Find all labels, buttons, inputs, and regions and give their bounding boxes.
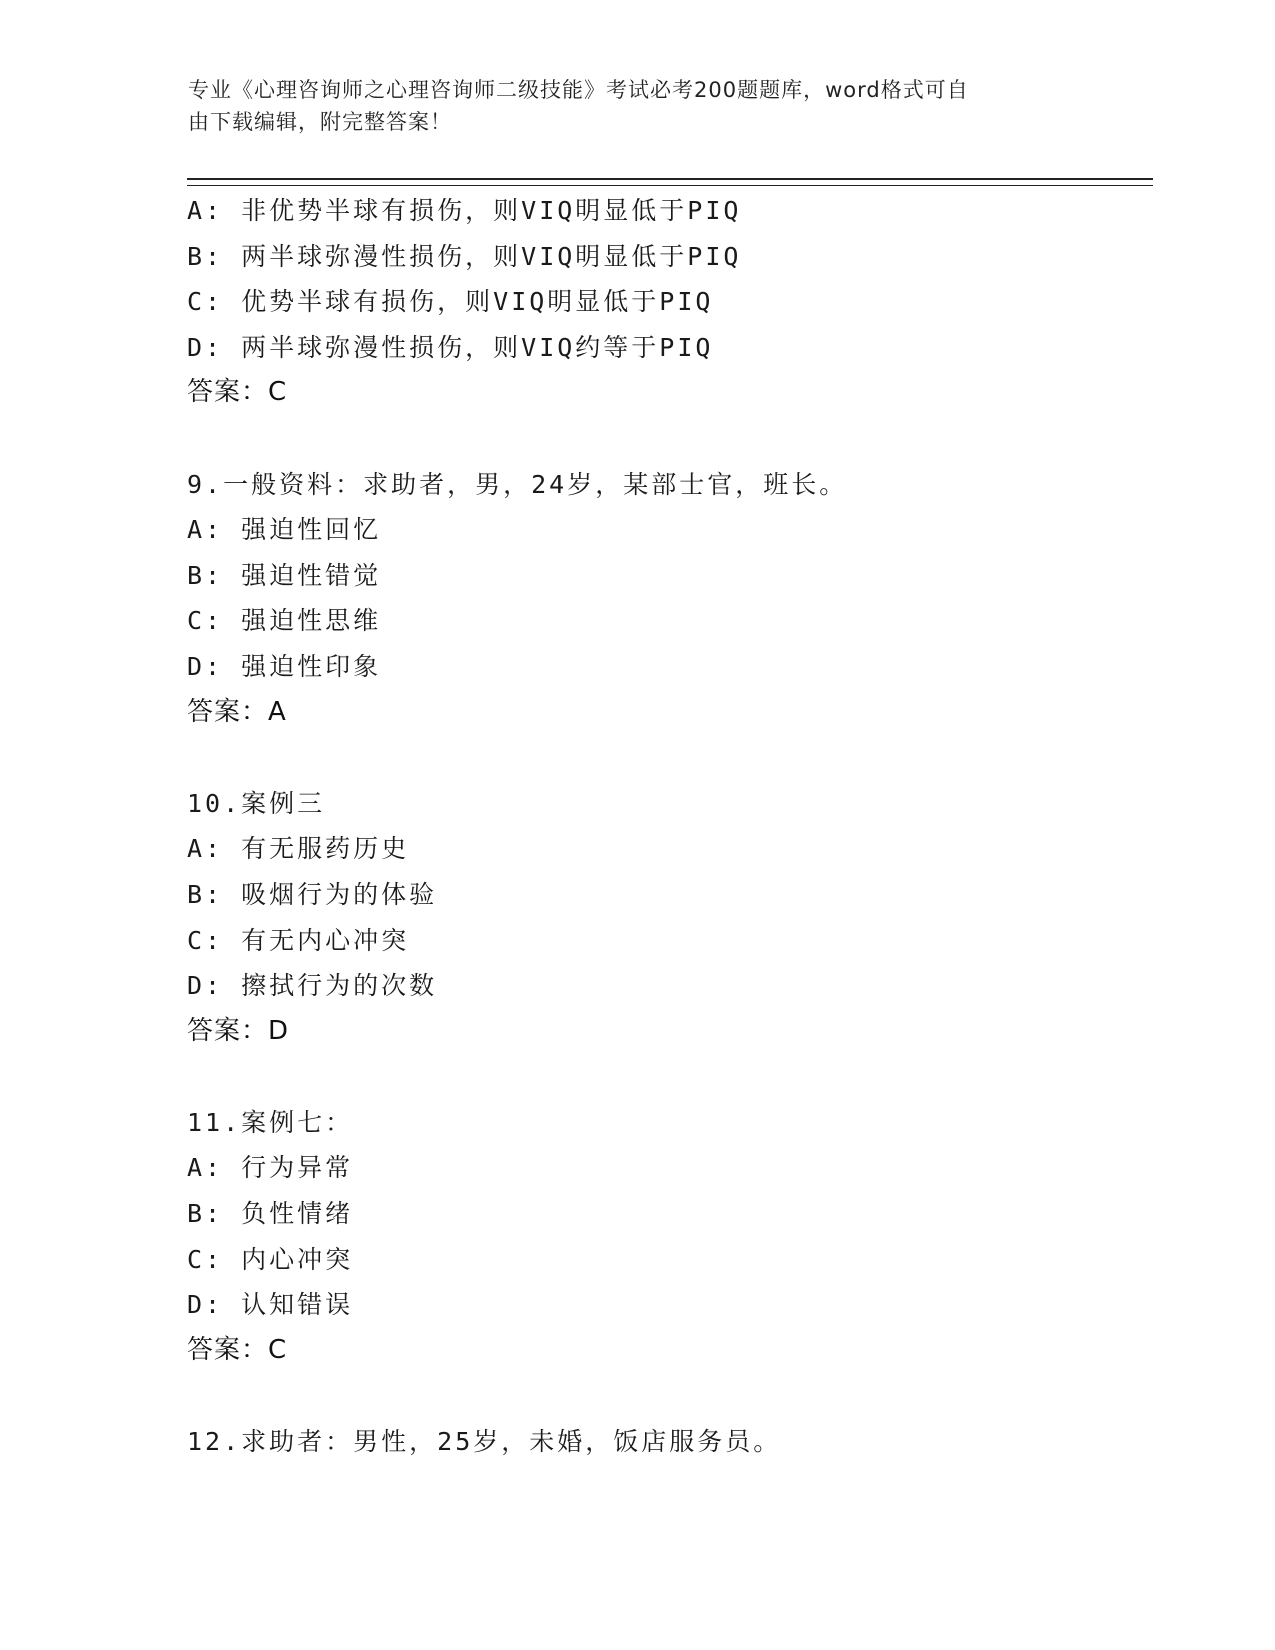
header-line-2: 由下载编辑，附完整答案！	[188, 110, 452, 134]
option-d: D: 认知错误	[187, 1290, 354, 1320]
header-line-1: 专业《心理咨询师之心理咨询师二级技能》考试必考200题题库，word格式可自	[188, 78, 969, 102]
spacer	[187, 1373, 1147, 1419]
answer: 答案：C	[187, 1334, 288, 1365]
option-c: C: 优势半球有损伤，则VIQ明显低于PIQ	[187, 287, 714, 317]
option-d: D: 强迫性印象	[187, 651, 382, 681]
option-d: D: 两半球弥漫性损伤，则VIQ约等于PIQ	[187, 332, 714, 362]
question-stem: 11.案例七：	[187, 1107, 354, 1137]
question-stem: 10.案例三	[187, 788, 326, 818]
option-d: D: 擦拭行为的次数	[187, 971, 438, 1001]
question-10	[187, 781, 1147, 1055]
question-stem: 12.求助者：男性，25岁，未婚，饭店服务员。	[187, 1427, 782, 1457]
option-b: B: 吸烟行为的体验	[187, 879, 438, 909]
question-8-continued	[187, 188, 1147, 416]
question-11	[187, 1100, 1147, 1374]
answer: 答案：C	[187, 377, 288, 408]
answer: 答案：A	[187, 696, 287, 727]
option-a: A: 非优势半球有损伤，则VIQ明显低于PIQ	[187, 196, 742, 225]
question-9	[187, 462, 1147, 736]
option-c: C: 强迫性思维	[187, 606, 382, 636]
spacer	[187, 735, 1147, 781]
question-content	[187, 188, 1147, 1465]
option-b: B: 两半球弥漫性损伤，则VIQ明显低于PIQ	[187, 241, 742, 271]
spacer	[187, 416, 1147, 462]
option-a: A: 强迫性回忆	[187, 515, 382, 545]
option-a: A: 行为异常	[187, 1153, 354, 1183]
option-a: A: 有无服药历史	[187, 834, 410, 864]
option-b: B: 负性情绪	[187, 1199, 354, 1229]
question-12	[187, 1419, 1147, 1465]
question-stem: 9.一般资料：求助者，男，24岁，某部士官，班长。	[187, 469, 848, 499]
option-b: B: 强迫性错觉	[187, 560, 382, 590]
spacer	[187, 1054, 1147, 1100]
header-divider	[187, 178, 1153, 186]
option-c: C: 有无内心冲突	[187, 925, 410, 955]
document-header	[188, 74, 1088, 138]
answer: 答案：D	[187, 1015, 290, 1046]
option-c: C: 内心冲突	[187, 1244, 354, 1274]
